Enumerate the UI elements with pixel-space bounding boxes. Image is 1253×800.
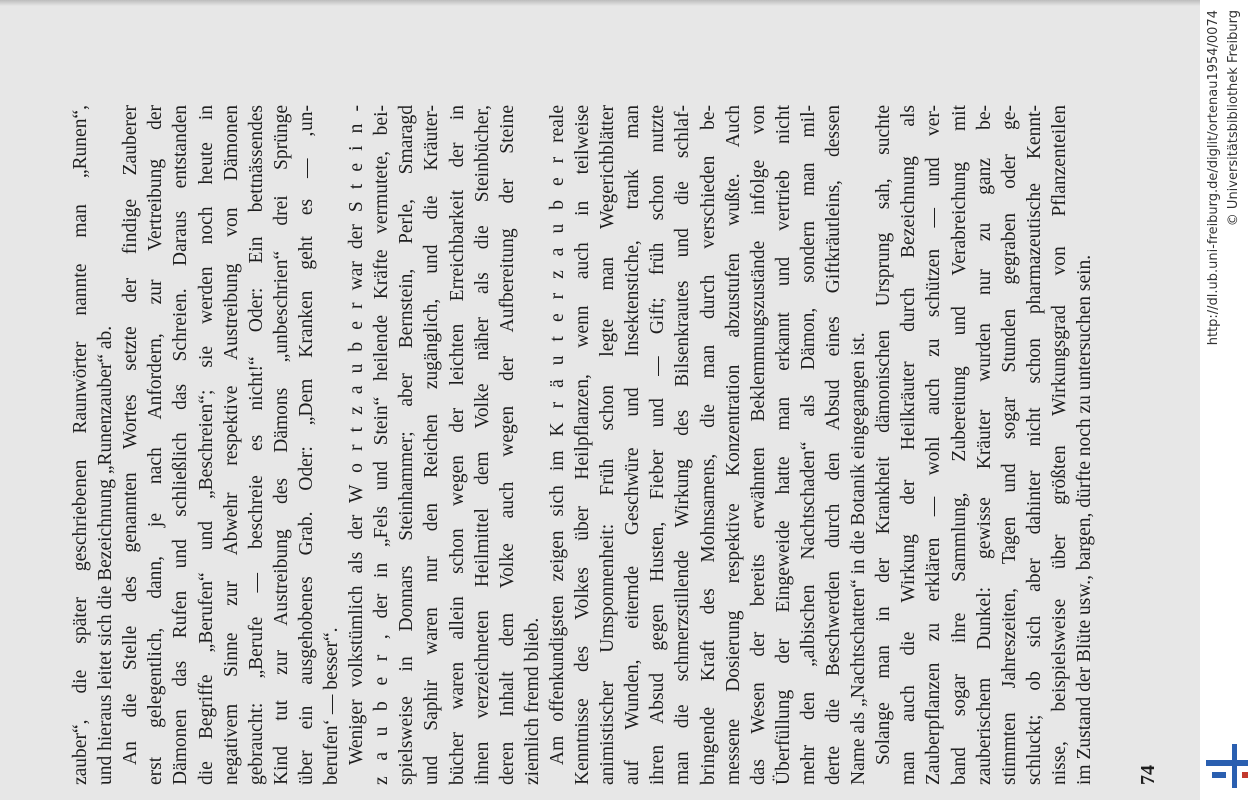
text-line: Kind tut zur Austreibung des Dämons „unbeschrien“ drei Sprünge [270,105,292,785]
text-line: derte die Beschwerden durch den Absud eines Giftkräutleins, dessen [823,105,844,785]
source-url-link[interactable]: http://dl.ub.uni-freiburg.de/diglit/ortenau1954/0074 [1206,10,1221,346]
copyright-notice: © Universitätsbibliothek Freiburg [1226,10,1241,227]
text-line: zauber“, die später geschriebenen Raunwörter nannte man „Runen“, [70,105,91,785]
text-line: Name als „Nachtschatten“ in die Botanik eingegangen ist. [848,332,870,785]
page-number: 74 [1137,765,1160,785]
text-line: auf Wunden, eiternde Geschwüre und Insektenstiche, trank man [622,105,644,785]
text-line: Kenntnisse des Volkes über Heilpflanzen, wenn auch in teilweise [572,105,593,785]
text-line: und hieraus leitet sich die Bezeichnung „Runenzauber“ ab. [95,325,117,785]
rotated-text-block [30,15,1170,785]
text-line: negativem Sinne zur Abwehr respektive Austreibung von Dämonen [220,105,242,785]
viewer-sidebar [1200,0,1253,800]
text-line: man die schmerzstillende Wirkung des Bilsenkrautes und die schlaf- [672,105,694,785]
text-line: über ein ausgehobenes Grab. Oder: „Dem Kranken geht es — ‚un- [295,105,317,785]
text-line: ihren Absud gegen Husten, Fieber und — Gift; früh schon nutzte [647,105,669,785]
text-line: Am offenkundigsten zeigen sich im K r ä u t e r z a u b e r reale [546,105,568,765]
text-line: An die Stelle des genannten Wortes setzte der findige Zauberer [120,105,142,765]
page-edge-shadow [0,0,1200,6]
text-line: messene Dosierung respektive Konzentration abzustufen wußte. Auch [722,105,744,785]
text-line: deren Inhalt dem Volke auch wegen der Aufbereitung der Steine [496,105,518,785]
text-line: bringende Kraft des Mohnsamens, die man durch verschieden be- [697,105,719,785]
text-line: animistischer Umsponnenheit: Früh schon legte man Wegerichblätter [597,105,619,785]
page-body-text [30,105,1200,785]
text-line: das Wesen der bereits erwähnten Beklemmungszustände infolge von [747,105,769,785]
sidebar-caption [1202,10,1250,790]
text-line: gebraucht: „Berufe — beschreie es nicht!“ Oder: Ein bettnässendes [245,105,267,785]
text-line: ziemlich fremd blieb. [521,617,543,785]
text-line: Dämonen das Rufen und schließlich das Schreien. Daraus entstanden [170,105,192,785]
text-line: ihnen verzeichneten Heilmittel dem Volke näher als die Steinbücher, [471,105,493,785]
text-line: man auch die Wirkung der Heilkräuter durch Bezeichnung als [898,105,920,785]
text-line: zauberischem Dunkel: gewisse Kräuter wurden nur zu ganz be- [973,105,995,785]
library-logo-icon [1204,742,1250,790]
text-line: und Saphir waren nur den Reichen zugänglich, und die Kräuter- [421,105,443,785]
text-line: Weniger volkstümlich als der W o r t z a u b e r war der S t e i n - [346,105,368,765]
text-line: band sogar ihre Sammlung, Zubereitung und Verabreichung mit [948,105,970,785]
text-line: mehr den „albischen Nachtschaden“ als Dämon, sondern man mil- [797,105,819,785]
text-line: erst gelegentlich, dann, je nach Anfordern, zur Vertreibung der [145,105,167,785]
text-line: nisse, beispielsweise über größten Wirkungsgrad von Pflanzenteilen [1048,105,1070,785]
text-line: Zauberpflanzen zu erklären — wohl auch zu schützen — und ver- [923,105,945,785]
text-line: bücher waren allein schon wegen der leichten Erreichbarkeit der in [446,105,468,785]
text-line: stimmten Jahreszeiten, Tagen und sogar Stunden gegraben oder ge- [998,105,1020,785]
text-line: spielsweise in Donnars Steinhammer; aber Bernstein, Perle, Smaragd [396,105,418,785]
text-line: berufen‘ — besser“. [321,627,342,785]
text-line: Solange man in der Krankheit dämonischen Ursprung sah, suchte [873,105,895,765]
text-line: Überfüllung der Eingeweide hatte man erkannt und vertrieb nicht [772,105,794,785]
text-line: die Begriffe „Berufen“ und „Beschreien“; sie werden noch heute in [195,105,217,785]
text-line: im Zustand der Blüte usw., bargen, dürfte noch zu untersuchen sein. [1074,254,1095,785]
text-line: z a u b e r , der in „Fels und Stein“ heilende Kräfte vermutete, bei- [371,105,393,785]
text-line: schluckt; ob sich aber dahinter nicht schon pharmazeutische Kennt- [1023,105,1045,785]
